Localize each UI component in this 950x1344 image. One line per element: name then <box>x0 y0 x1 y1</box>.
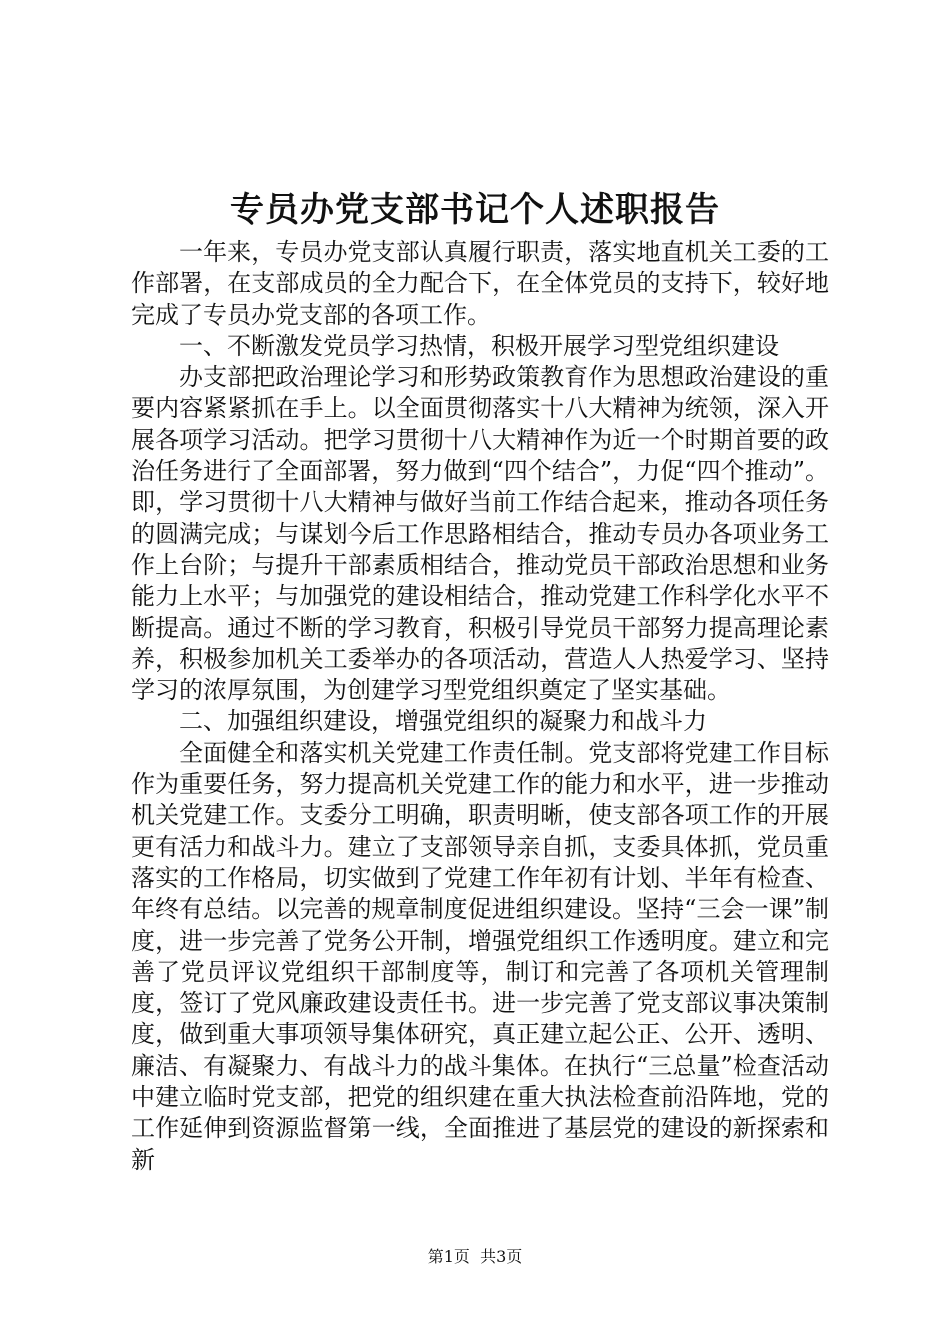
section-heading-1: 一、不断激发党员学习热情，积极开展学习型党组织建设 <box>179 331 779 360</box>
page-number: 第1页 <box>427 1247 470 1266</box>
section-heading-2: 二、加强组织建设，增强党组织的凝聚力和战斗力 <box>179 707 707 736</box>
footer-separator <box>470 1247 480 1266</box>
paragraph-section-2: 全面健全和落实机关党建工作责任制。党支部将党建工作目标作为重要任务，努力提高机关党建工作的能力和水平，进一步推动机关党建工作。支委分工明确，职责明晰，使支部各项工作的开展更有活力和战斗力。建立了支部领导亲自抓，支委具体抓，党员重落实的工作格局，切实做到了党建工作年初有计划、半年有检查、年终有总结。以完善的规章制度促进组织建设。坚持“三会一课”制度，进一步完善了党务公开制，增强党组织工作透明度。建立和完善了党员评议党组织干部制度等，制订和完善了各项机关管理制度，签订了党风廉政建设责任书。进一步完善了党支部议事决策制度，做到重大事项领导集体研究，真正建立起公正、公开、透明、廉洁、有凝聚力、有战斗力的战斗集体。在执行“三总量”检查活动中建立临时党支部，把党的组织建在重大执法检查前沿阵地，党的工作延伸到资源监督第一线，全面推进了基层党的建设的新探索和新 <box>131 738 829 1174</box>
document-body <box>131 237 829 1176</box>
paragraph-section-1: 办支部把政治理论学习和形势政策教育作为思想政治建设的重要内容紧紧抓在手上。以全面贯彻落实十八大精神为统领，深入开展各项学习活动。把学习贯彻十八大精神作为近一个时期首要的政治任务进行了全面部署，努力做到“四个结合”，力促“四个推动”。即，学习贯彻十八大精神与做好当前工作结合起来，推动各项任务的圆满完成；与谋划今后工作思路相结合，推动专员办各项业务工作上台阶；与提升干部素质相结合，推动党员干部政治思想和业务能力上水平；与加强党的建设相结合，推动党建工作科学化水平不断提高。通过不断的学习教育，积极引导党员干部努力提高理论素养，积极参加机关工委举办的各项活动，营造人人热爱学习、坚持学习的浓厚氛围，为创建学习型党组织奠定了坚实基础。 <box>131 363 829 705</box>
document-title: 专员办党支部书记个人述职报告 <box>230 190 720 230</box>
paragraph-intro: 一年来，专员办党支部认真履行职责，落实地直机关工委的工作部署，在支部成员的全力配合下，在全体党员的支持下，较好地完成了专员办党支部的各项工作。 <box>131 238 829 329</box>
page-footer <box>0 1247 950 1267</box>
page-total: 共3页 <box>480 1247 523 1266</box>
